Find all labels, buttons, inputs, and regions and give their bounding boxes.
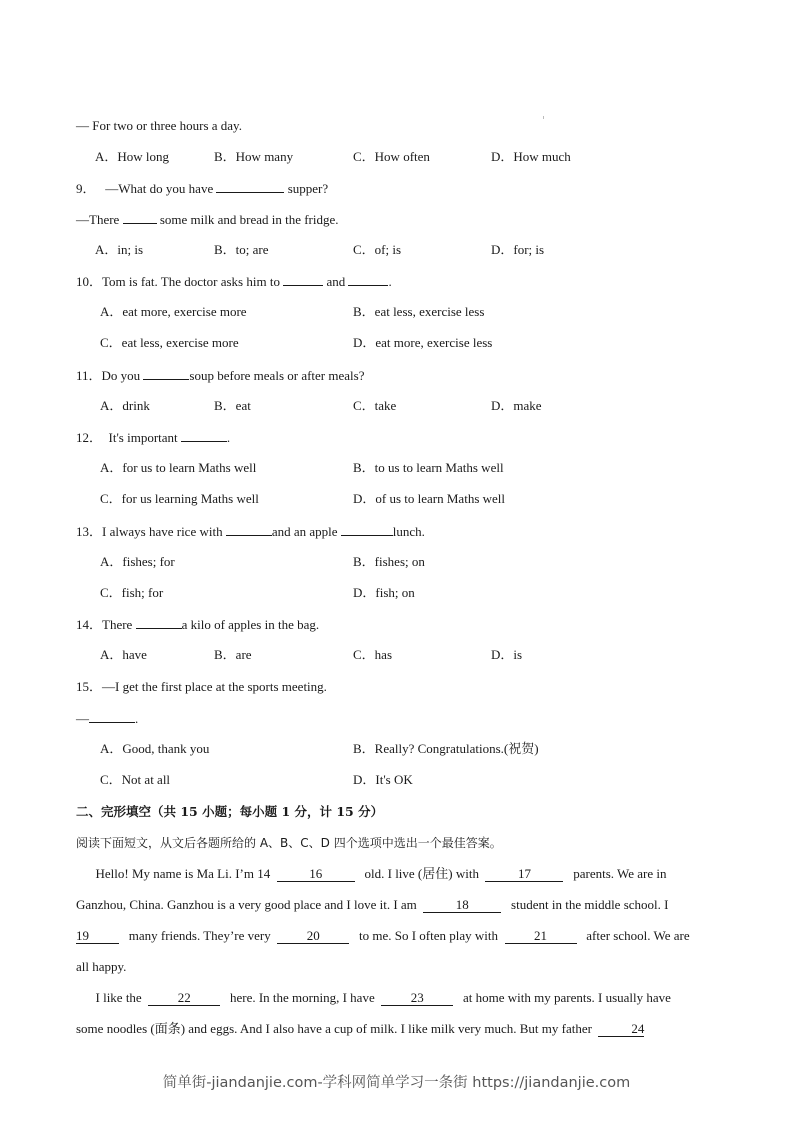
option-text: How much (513, 149, 571, 164)
passage-text: Ganzhou, China. Ganzhou is a very good place and I love it. I am (76, 897, 417, 912)
passage-line (76, 928, 719, 944)
answer-blank[interactable] (143, 367, 189, 380)
option-text: of; is (374, 242, 402, 257)
question-text: —I get the first place at the sports meeting. (102, 679, 327, 694)
answer-blank[interactable] (136, 616, 182, 629)
question-number: 9． (76, 181, 96, 196)
q11-option-d[interactable] (491, 398, 542, 414)
option-text: Really? Congratulations.(祝贺) (374, 741, 539, 756)
option-label: C． (100, 772, 122, 787)
q13-option-b[interactable] (353, 554, 425, 570)
q12-option-c[interactable] (100, 491, 259, 507)
option-text: fishes; for (122, 554, 175, 569)
option-text: eat (235, 398, 251, 413)
q8-answer-line: — For two or three hours a day. (76, 118, 242, 133)
q13-option-d[interactable] (353, 585, 415, 601)
q12-option-b[interactable] (353, 460, 504, 476)
passage-line (76, 866, 719, 882)
blank-20[interactable]: 20 (277, 929, 349, 944)
option-text: eat less, exercise less (374, 304, 485, 319)
option-text: How often (374, 149, 430, 164)
option-label: D． (353, 772, 376, 787)
option-label: B． (214, 647, 236, 662)
option-label: C． (353, 647, 375, 662)
q11-question (76, 367, 364, 384)
footer-watermark[interactable]: 简单街-jiandanjie.com-学科网简单学习一条街 https://jiandanjie.com (162, 1075, 631, 1091)
q14-option-b[interactable] (214, 647, 252, 663)
blank-17[interactable]: 17 (485, 867, 563, 882)
option-label: D． (491, 398, 514, 413)
passage-text: many friends. They’re very (128, 928, 271, 943)
q11-option-b[interactable] (214, 398, 251, 414)
q9-option-b[interactable] (214, 242, 269, 258)
blank-19[interactable]: 19 (76, 929, 119, 944)
option-label: B． (353, 304, 375, 319)
option-text: Not at all (121, 772, 171, 787)
option-text: are (235, 647, 252, 662)
question-number: 14． (76, 617, 103, 632)
option-label: A． (100, 460, 123, 475)
option-text: for us to learn Maths well (122, 460, 257, 475)
option-label: D． (353, 335, 376, 350)
question-text: There (102, 617, 133, 632)
question-text: . (226, 430, 231, 445)
option-label: B． (353, 741, 375, 756)
blank-18[interactable]: 18 (423, 898, 501, 913)
option-text: It's OK (375, 772, 413, 787)
option-text: drink (122, 398, 150, 413)
passage-text: here. In the morning, I have (229, 990, 375, 1005)
blank-24[interactable]: 24 (598, 1022, 644, 1037)
option-text: have (122, 647, 147, 662)
option-label: D． (491, 242, 514, 257)
answer-blank[interactable] (226, 523, 272, 536)
option-label: A． (95, 149, 118, 164)
q10-option-a[interactable] (100, 304, 247, 320)
q13-option-c[interactable] (100, 585, 163, 601)
q15-option-d[interactable] (353, 772, 413, 788)
option-label: D． (353, 585, 376, 600)
option-label: D． (491, 149, 514, 164)
option-label: C． (100, 491, 122, 506)
option-text: How many (235, 149, 294, 164)
blank-23[interactable]: 23 (381, 991, 453, 1006)
option-text: eat more, exercise more (122, 304, 247, 319)
question-number: 12． (76, 430, 103, 445)
passage-text: student in the middle school. I (511, 897, 669, 912)
answer-blank[interactable] (181, 429, 227, 442)
option-text: fishes; on (374, 554, 425, 569)
option-label: C． (100, 335, 122, 350)
answer-blank[interactable] (123, 211, 157, 224)
passage-line (76, 1021, 719, 1037)
answer-blank[interactable] (283, 273, 323, 286)
question-text: Tom is fat. The doctor asks him to (102, 274, 280, 289)
q15-option-a[interactable] (100, 741, 209, 757)
option-text: for; is (513, 242, 545, 257)
option-label: A． (100, 647, 123, 662)
option-label: C． (100, 585, 122, 600)
q15-option-b[interactable] (353, 741, 539, 757)
option-label: B． (353, 460, 375, 475)
option-text: take (374, 398, 397, 413)
option-label: A． (100, 398, 123, 413)
blank-16[interactable]: 16 (277, 867, 355, 882)
q11-option-a[interactable] (100, 398, 150, 414)
q8-option-c[interactable] (353, 149, 430, 165)
passage-text: at home with my parents. I usually have (462, 990, 671, 1005)
question-number: 15． (76, 679, 103, 694)
stray-mark (543, 116, 544, 119)
option-text: is (513, 647, 523, 662)
answer-blank[interactable] (216, 180, 284, 193)
q9-option-a[interactable] (95, 242, 143, 258)
passage-line (76, 897, 719, 913)
option-label: B． (214, 242, 236, 257)
q9-option-c[interactable] (353, 242, 401, 258)
question-number: 11． (76, 368, 102, 383)
option-text: make (513, 398, 542, 413)
question-text: Do you (101, 368, 141, 383)
q9-question-line2 (76, 211, 339, 228)
passage-text: parents. We are in (573, 866, 667, 881)
q13-question (76, 523, 425, 540)
option-text: in; is (117, 242, 144, 257)
passage-text: after school. We are (586, 928, 690, 943)
q10-option-c[interactable] (100, 335, 239, 351)
question-text: . (135, 711, 139, 726)
passage-text: old. I live (居住) with (364, 866, 479, 881)
q14-option-d[interactable] (491, 647, 522, 663)
q9-option-d[interactable] (491, 242, 544, 258)
question-text: a kilo of apples in the bag. (181, 617, 320, 632)
passage-text: Hello! My name is Ma Li. I’m 14 (95, 866, 271, 881)
question-text: —There (76, 212, 120, 227)
option-label: D． (491, 647, 514, 662)
question-text: —What do you have (105, 181, 214, 196)
question-number: 13． (76, 524, 103, 539)
question-text: some milk and bread in the fridge. (159, 212, 339, 227)
option-text: eat more, exercise less (375, 335, 493, 350)
question-text: — (76, 711, 89, 726)
passage-text: to me. So I often play with (358, 928, 498, 943)
passage-line (76, 990, 719, 1006)
option-text: to; are (235, 242, 269, 257)
option-text: has (374, 647, 393, 662)
q13-option-a[interactable] (100, 554, 175, 570)
q9-question (76, 180, 328, 197)
option-label: C． (353, 149, 375, 164)
q10-option-d[interactable] (353, 335, 492, 351)
q11-option-c[interactable] (353, 398, 396, 414)
question-text: It's important (108, 430, 178, 445)
option-text: of us to learn Maths well (375, 491, 506, 506)
option-label: B． (214, 398, 236, 413)
answer-blank[interactable] (348, 273, 388, 286)
question-text: lunch. (392, 524, 425, 539)
q14-option-c[interactable] (353, 647, 392, 663)
q8-option-d[interactable] (491, 149, 571, 165)
option-text: fish; on (375, 585, 415, 600)
q14-option-a[interactable] (100, 647, 147, 663)
option-text: eat less, exercise more (121, 335, 239, 350)
passage-text: all happy. (76, 959, 127, 974)
q8-option-a[interactable] (95, 149, 169, 165)
option-text: to us to learn Maths well (374, 460, 504, 475)
q12-option-a[interactable] (100, 460, 256, 476)
option-text: How long (117, 149, 170, 164)
question-text: soup before meals or after meals? (189, 368, 365, 383)
option-label: B． (214, 149, 236, 164)
question-number: 10． (76, 274, 103, 289)
question-text: and (326, 274, 346, 289)
q10-question (76, 273, 392, 290)
q12-question (76, 429, 230, 446)
q15-reply (76, 710, 138, 727)
answer-blank[interactable] (89, 710, 135, 723)
section-instruction: 阅读下面短文，从文后各题所给的 A、B、C、D 四个选项中选出一个最佳答案。 (76, 836, 502, 850)
blank-21[interactable]: 21 (505, 929, 577, 944)
option-label: B． (353, 554, 375, 569)
option-label: A． (100, 741, 123, 756)
q10-option-b[interactable] (353, 304, 484, 320)
option-label: C． (353, 398, 375, 413)
q8-option-b[interactable] (214, 149, 293, 165)
passage-text: I like the (95, 990, 142, 1005)
passage-line (76, 959, 719, 975)
question-text: . (388, 274, 392, 289)
option-label: D． (353, 491, 376, 506)
option-text: fish; for (121, 585, 164, 600)
blank-22[interactable]: 22 (148, 991, 220, 1006)
question-text: and an apple (271, 524, 338, 539)
section-heading: 二、完形填空（共 15 小题；每小题 1 分，计 15 分） (76, 804, 384, 819)
question-text: supper? (287, 181, 329, 196)
q15-option-c[interactable] (100, 772, 170, 788)
answer-blank[interactable] (341, 523, 393, 536)
option-text: for us learning Maths well (121, 491, 259, 506)
q15-question (76, 679, 327, 695)
option-label: A． (100, 554, 123, 569)
option-label: A． (100, 304, 123, 319)
q14-question (76, 616, 319, 633)
q12-option-d[interactable] (353, 491, 505, 507)
question-text: I always have rice with (102, 524, 223, 539)
option-text: Good, thank you (122, 741, 210, 756)
option-label: A． (95, 242, 118, 257)
passage-text: some noodles (面条) and eggs. And I also have a cup of milk. I like milk very much. But my father (76, 1021, 592, 1036)
option-label: C． (353, 242, 375, 257)
